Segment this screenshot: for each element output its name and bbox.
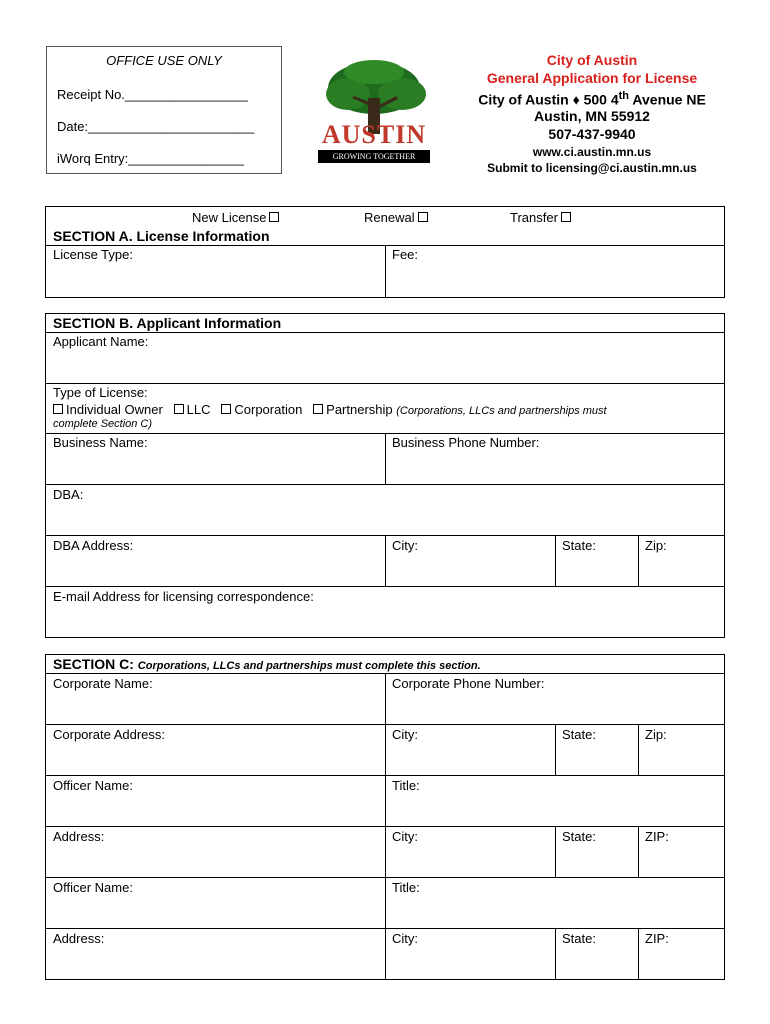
license-type-note-2: complete Section C): [53, 418, 153, 430]
dba-zip-field[interactable]: Zip:: [645, 538, 667, 553]
renewal-checkbox[interactable]: [418, 212, 428, 222]
applicant-name-field[interactable]: Applicant Name:: [53, 334, 149, 349]
business-phone-field[interactable]: Business Phone Number:: [392, 435, 540, 450]
officer-zip-field-1[interactable]: ZIP:: [645, 829, 669, 844]
corporate-city-field[interactable]: City:: [392, 727, 418, 742]
logo-tagline: GROWING TOGETHER: [332, 152, 416, 161]
section-b-title: SECTION B. Applicant Information: [53, 315, 282, 331]
corporate-phone-field[interactable]: Corporate Phone Number:: [392, 676, 545, 691]
section-a-title: SECTION A. License Information: [53, 228, 270, 244]
address-line-1a: City of Austin ♦ 500 4: [478, 91, 619, 108]
section-c-header: [53, 656, 481, 672]
transfer-label: Transfer: [510, 210, 558, 225]
office-use-title: OFFICE USE ONLY: [106, 53, 222, 68]
address-line-1: [462, 90, 722, 108]
corporate-zip-field[interactable]: Zip:: [645, 727, 667, 742]
llc-label: LLC: [186, 402, 211, 417]
city-title: City of Austin: [546, 52, 638, 68]
llc-checkbox[interactable]: [174, 404, 184, 414]
officer-name-field-1[interactable]: Officer Name:: [53, 778, 133, 793]
phone-number: 507-437-9940: [548, 126, 636, 142]
section-c-subtitle: Corporations, LLCs and partnerships must complete this section.: [137, 660, 481, 672]
business-name-field[interactable]: Business Name:: [53, 435, 148, 450]
dba-state-field[interactable]: State:: [562, 538, 596, 553]
type-of-license-label: Type of License:: [53, 385, 148, 400]
date-field[interactable]: Date:_______________________: [57, 119, 255, 134]
officer-address-field-1[interactable]: Address:: [53, 829, 105, 844]
new-license-checkbox[interactable]: [269, 212, 279, 222]
email-field[interactable]: E-mail Address for licensing correspondence:: [53, 589, 314, 604]
dba-address-field[interactable]: DBA Address:: [53, 538, 134, 553]
austin-logo: [312, 58, 436, 168]
renewal-label: Renewal: [364, 210, 415, 225]
transfer-option[interactable]: [510, 210, 571, 225]
fee-field[interactable]: Fee:: [392, 247, 419, 262]
officer-title-field-1[interactable]: Title:: [392, 778, 420, 793]
partnership-label: Partnership: [326, 402, 393, 417]
corporate-state-field[interactable]: State:: [562, 727, 596, 742]
officer-zip-field-2[interactable]: ZIP:: [645, 931, 669, 946]
logo-wordmark: AUSTIN: [321, 120, 427, 149]
officer-address-field-2[interactable]: Address:: [53, 931, 105, 946]
new-license-label: New License: [192, 210, 267, 225]
renewal-option[interactable]: [364, 210, 428, 225]
iworq-entry-field[interactable]: iWorq Entry:________________: [57, 151, 244, 166]
license-type-field[interactable]: License Type:: [53, 247, 133, 262]
dba-city-field[interactable]: City:: [392, 538, 418, 553]
officer-state-field-1[interactable]: State:: [562, 829, 596, 844]
submit-email[interactable]: Submit to licensing@ci.austin.mn.us: [487, 161, 697, 175]
dba-field[interactable]: DBA:: [53, 487, 84, 502]
corporate-address-field[interactable]: Corporate Address:: [53, 727, 166, 742]
officer-city-field-2[interactable]: City:: [392, 931, 418, 946]
address-line-2: Austin, MN 55912: [534, 108, 650, 124]
partnership-checkbox[interactable]: [313, 404, 323, 414]
address-line-1-sup: th: [618, 90, 630, 102]
officer-title-field-2[interactable]: Title:: [392, 880, 420, 895]
individual-owner-label: Individual Owner: [66, 402, 163, 417]
new-license-option[interactable]: [192, 210, 279, 225]
license-type-options: [53, 402, 607, 417]
form-title: General Application for License: [486, 70, 698, 86]
corporate-name-field[interactable]: Corporate Name:: [53, 676, 153, 691]
address-line-1b: Avenue NE: [629, 91, 706, 108]
receipt-number-field[interactable]: Receipt No._________________: [57, 87, 248, 102]
corporation-checkbox[interactable]: [221, 404, 231, 414]
license-type-note-1: (Corporations, LLCs and partnerships must: [396, 405, 607, 417]
officer-state-field-2[interactable]: State:: [562, 931, 596, 946]
corporation-label: Corporation: [234, 402, 303, 417]
office-use-box: [46, 46, 282, 174]
section-c-title: SECTION C:: [53, 656, 134, 672]
officer-name-field-2[interactable]: Officer Name:: [53, 880, 133, 895]
officer-city-field-1[interactable]: City:: [392, 829, 418, 844]
website-link[interactable]: www.ci.austin.mn.us: [532, 145, 652, 159]
individual-owner-checkbox[interactable]: [53, 404, 63, 414]
transfer-checkbox[interactable]: [561, 212, 571, 222]
